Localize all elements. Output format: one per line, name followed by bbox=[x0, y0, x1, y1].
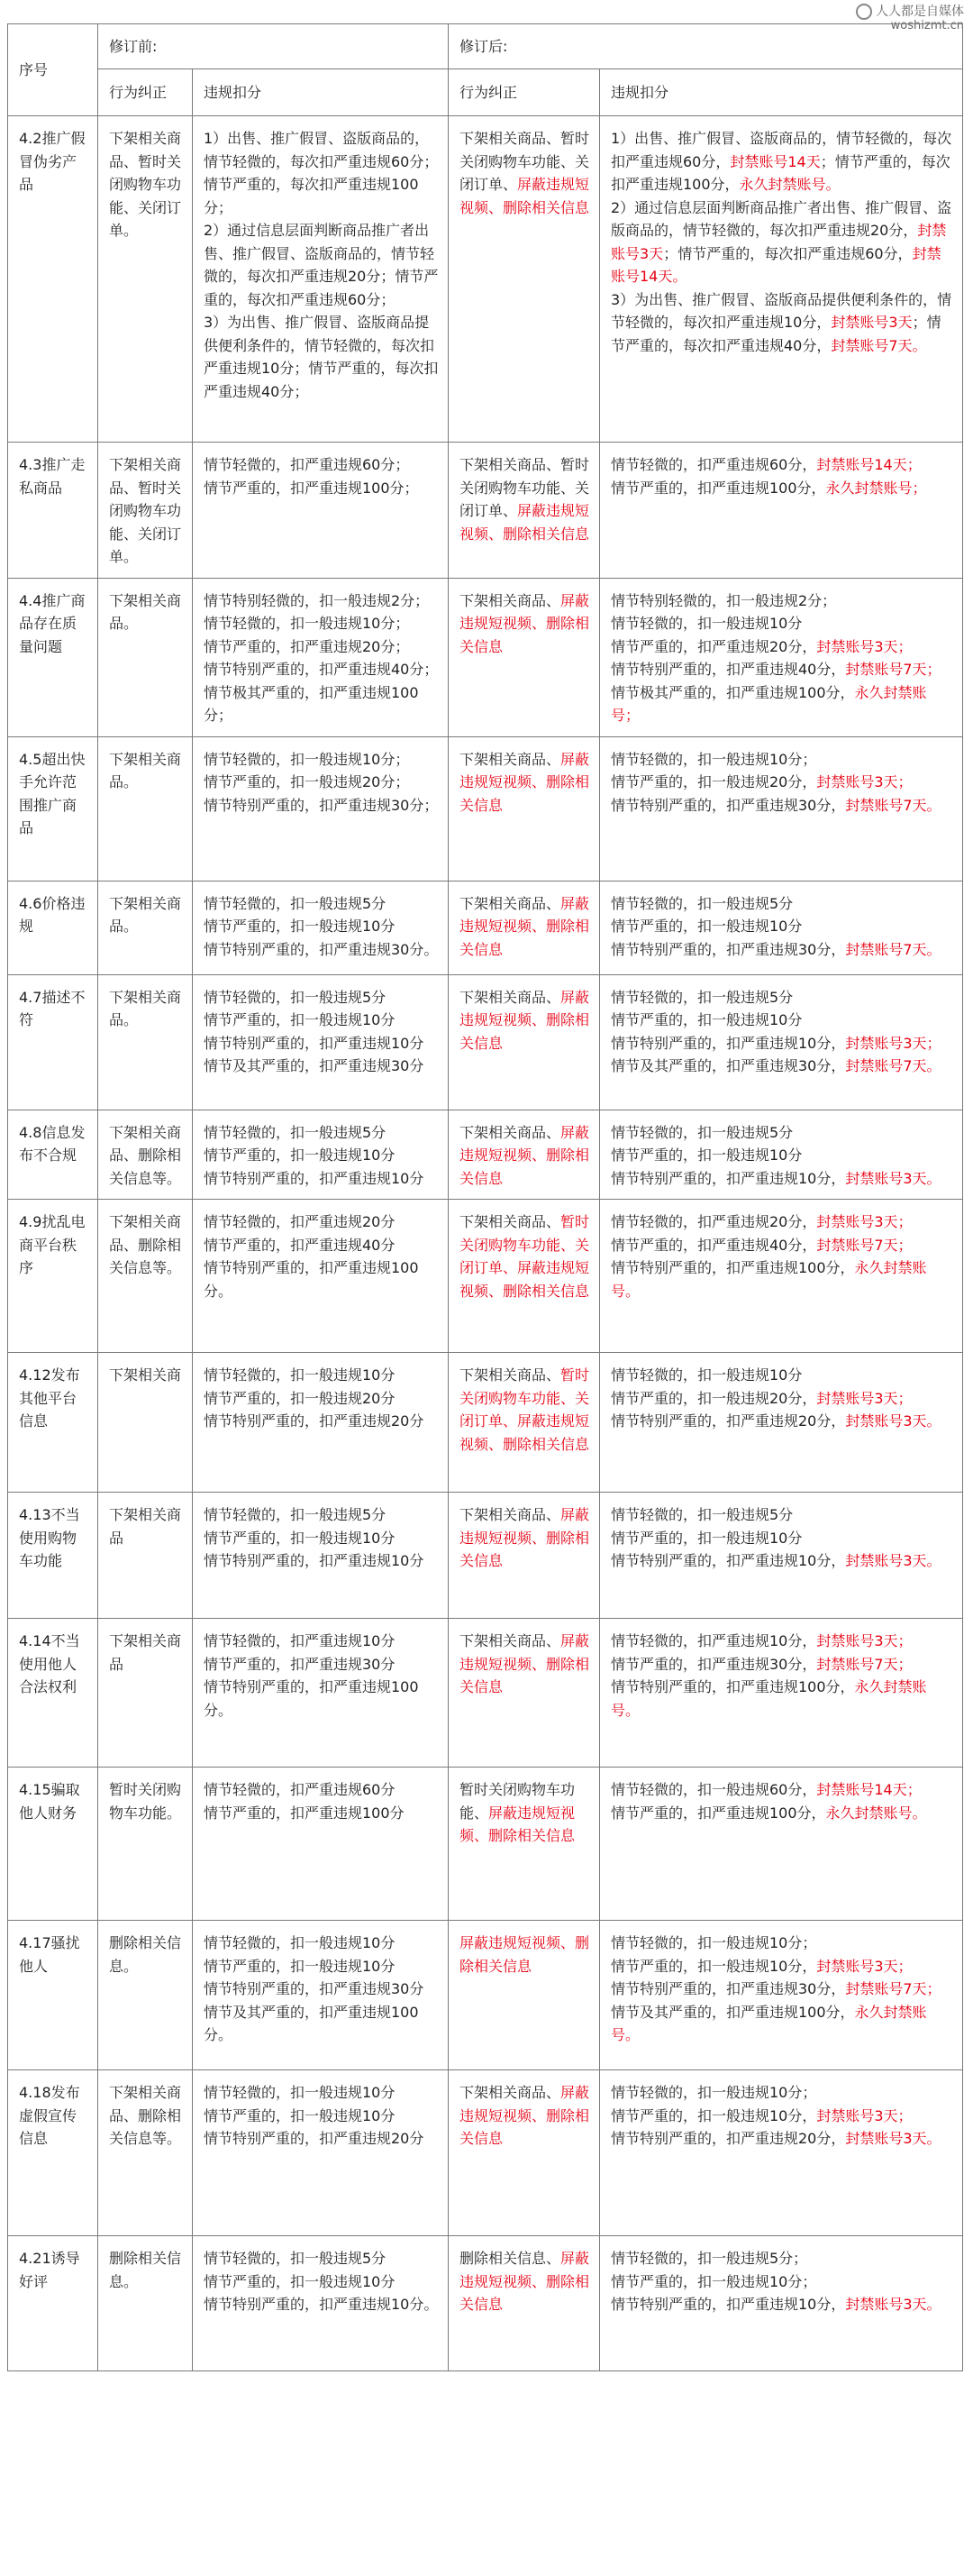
highlight-text: 封禁账号3天； bbox=[816, 1957, 913, 1975]
highlight-text: 屏蔽违规短视频、删除相关信息 bbox=[459, 2250, 590, 2313]
highlight-text: 屏蔽违规短视频、删除相关信息 bbox=[459, 988, 590, 1052]
cell-text: 情节极其严重的，扣严重违规100分， bbox=[611, 683, 855, 701]
cell-seq: 4.12发布其他平台信息 bbox=[8, 1353, 98, 1493]
cell-text: 情节轻微的，扣一般违规5分 bbox=[204, 2250, 386, 2267]
highlight-text: 封禁账号3天； bbox=[816, 773, 913, 790]
highlight-text: 封禁账号14天； bbox=[816, 456, 922, 473]
cell-text: 情节严重的，扣严重违规40分 bbox=[204, 1236, 396, 1254]
highlight-text: 永久封禁账号。 bbox=[825, 1804, 927, 1822]
cell-before-deduct bbox=[193, 443, 449, 579]
cell-text: 情节特别严重的，扣严重违规10分。 bbox=[204, 2296, 439, 2313]
highlight-text: 屏蔽违规短视频、删除相关信息 bbox=[459, 1804, 576, 1844]
cell-after-deduct bbox=[600, 1353, 963, 1493]
table-row bbox=[8, 1619, 963, 1768]
cell-text: 情节严重的，扣严重违规40分， bbox=[611, 1236, 817, 1254]
cell-text: 情节特别严重的，扣严重违规100分， bbox=[611, 1259, 855, 1276]
cell-text: 情节轻微的，扣一般违规10分 bbox=[611, 615, 803, 632]
highlight-text: 封禁账号7天； bbox=[816, 1236, 913, 1254]
highlight-text: 屏蔽违规短视频、删除相关信息 bbox=[459, 502, 590, 543]
cell-after-fix bbox=[449, 1493, 600, 1619]
highlight-text: 封禁账号14天； bbox=[816, 1781, 922, 1798]
highlight-text: 封禁账号7天； bbox=[816, 1655, 913, 1673]
cell-text: 情节特别严重的，扣严重违规10分， bbox=[611, 1552, 846, 1569]
cell-text: 下架相关商品、删除相关信息等。 bbox=[109, 1123, 182, 1187]
cell-text: 情节严重的，扣一般违规20分； bbox=[204, 773, 410, 790]
cell-text: 情节严重的，扣严重违规100分 bbox=[204, 1804, 405, 1822]
cell-after-deduct bbox=[600, 1110, 963, 1200]
cell-text: 情节严重的，扣一般违规10分 bbox=[611, 1146, 803, 1164]
cell-text: 情节轻微的，扣一般违规5分 bbox=[204, 1123, 386, 1141]
cell-text: 下架相关商品、 bbox=[459, 1123, 561, 1141]
header-before: 修订前: bbox=[98, 24, 449, 69]
cell-text: 情节轻微的，扣严重违规60分； bbox=[204, 456, 410, 473]
highlight-text: 屏蔽违规短视频、删除相关信息 bbox=[459, 1934, 590, 1975]
cell-text: 情节严重的，扣一般违规20分， bbox=[611, 1389, 817, 1407]
cell-text: 情节及其严重的，扣严重违规30分 bbox=[204, 1057, 424, 1074]
cell-text: 情节严重的，扣一般违规10分 bbox=[204, 1146, 396, 1164]
cell-text: 下架相关商品、删除相关信息等。 bbox=[109, 2084, 182, 2147]
cell-after-deduct bbox=[600, 2236, 963, 2371]
highlight-text: 屏蔽违规短视频、删除相关信息 bbox=[459, 176, 590, 216]
highlight-text: 屏蔽违规短视频、删除相关信息 bbox=[459, 591, 590, 655]
cell-before-fix bbox=[98, 1619, 193, 1768]
cell-text: 情节严重的，扣严重违规20分， bbox=[611, 637, 817, 655]
cell-text: 情节严重的，扣一般违规10分 bbox=[611, 1011, 803, 1028]
highlight-text: 屏蔽违规短视频、删除相关信息 bbox=[459, 1123, 590, 1187]
cell-before-fix bbox=[98, 881, 193, 974]
highlight-text: 永久封禁账号。 bbox=[611, 2003, 927, 2043]
cell-text: 情节轻微的，扣一般违规5分 bbox=[611, 894, 794, 912]
cell-after-fix bbox=[449, 1768, 600, 1921]
cell-text: 情节轻微的，扣一般违规5分 bbox=[611, 988, 794, 1006]
cell-after-fix bbox=[449, 974, 600, 1110]
cell-before-deduct bbox=[193, 2070, 449, 2236]
cell-before-deduct bbox=[193, 1493, 449, 1619]
cell-text: 3）为出售、推广假冒、盗版商品提供便利条件的，情节轻微的，每次扣严重违规10分， bbox=[611, 290, 952, 331]
cell-before-fix bbox=[98, 116, 193, 443]
cell-after-deduct bbox=[600, 736, 963, 881]
cell-before-fix bbox=[98, 1200, 193, 1353]
cell-text: 情节严重的，扣严重违规20分； bbox=[204, 637, 410, 655]
cell-after-fix bbox=[449, 2070, 600, 2236]
cell-text: 情节特别严重的，扣严重违规30分， bbox=[611, 940, 846, 958]
cell-text: 情节严重的，扣一般违规10分 bbox=[611, 918, 803, 935]
cell-before-deduct bbox=[193, 974, 449, 1110]
highlight-text: 封禁账号3天； bbox=[816, 2106, 913, 2124]
cell-before-deduct bbox=[193, 2236, 449, 2371]
highlight-text: 封禁账号7天。 bbox=[845, 940, 941, 958]
cell-text: 情节严重的，扣一般违规10分 bbox=[204, 1011, 396, 1028]
cell-text: ；情节严重的，每次扣严重违规100分， bbox=[611, 152, 950, 193]
cell-text: 下架相关商品、 bbox=[459, 2084, 561, 2101]
cell-seq: 4.21诱导好评 bbox=[8, 2236, 98, 2371]
cell-text: 情节严重的，扣一般违规10分 bbox=[611, 1529, 803, 1547]
cell-text: 情节特别严重的，扣严重违规10分 bbox=[204, 1552, 424, 1569]
cell-text: 情节特别轻微的，扣一般违规2分； bbox=[204, 591, 430, 609]
cell-text: 删除相关信息。 bbox=[109, 1934, 182, 1975]
highlight-text: 封禁账号3天； bbox=[816, 1213, 913, 1230]
cell-seq: 4.13不当使用购物车功能 bbox=[8, 1493, 98, 1619]
table-row bbox=[8, 2236, 963, 2371]
cell-text: 情节特别严重的，扣严重违规20分 bbox=[204, 1412, 424, 1430]
cell-before-fix bbox=[98, 736, 193, 881]
cell-text: 情节严重的，扣一般违规10分， bbox=[611, 1957, 817, 1975]
cell-text: 下架相关商品。 bbox=[109, 750, 182, 790]
cell-text: 1）出售、推广假冒、盗版商品的，情节轻微的，每次扣严重违规60分， bbox=[611, 130, 952, 170]
cell-seq: 4.3推广走私商品 bbox=[8, 443, 98, 579]
table-row bbox=[8, 578, 963, 736]
cell-after-fix bbox=[449, 1619, 600, 1768]
cell-text: 下架相关商品、 bbox=[459, 1213, 561, 1230]
cell-text: 情节特别严重的，扣严重违规10分， bbox=[611, 2296, 846, 2313]
cell-text: 情节特别严重的，扣严重违规100分， bbox=[611, 1678, 855, 1695]
cell-text: 1）出售、推广假冒、盗版商品的，情节轻微的，每次扣严重违规60分；情节严重的，每次扣严重违规100分； bbox=[204, 130, 439, 216]
highlight-text: 封禁账号7天； bbox=[845, 1980, 941, 1997]
cell-seq: 4.18发布虚假宣传信息 bbox=[8, 2070, 98, 2236]
cell-text: 情节及其严重的，扣严重违规100分， bbox=[611, 2003, 855, 2021]
cell-text: 情节特别严重的，扣严重违规20分 bbox=[204, 2130, 424, 2147]
cell-text: 情节轻微的，扣严重违规10分 bbox=[204, 1632, 396, 1649]
cell-after-deduct bbox=[600, 1921, 963, 2070]
cell-text: 情节严重的，扣严重违规30分 bbox=[204, 1655, 396, 1673]
cell-after-fix bbox=[449, 881, 600, 974]
cell-text: 情节及其严重的，扣严重违规30分， bbox=[611, 1057, 846, 1074]
mic-icon bbox=[856, 4, 872, 20]
header-after-deduct: 违规扣分 bbox=[600, 69, 963, 116]
table-row bbox=[8, 881, 963, 974]
header-after: 修订后: bbox=[449, 24, 963, 69]
cell-after-deduct bbox=[600, 116, 963, 443]
cell-after-deduct bbox=[600, 881, 963, 974]
cell-text: 情节严重的，扣一般违规10分； bbox=[611, 2272, 817, 2290]
cell-text: 下架相关商品、暂时关闭购物车功能、关闭订单。 bbox=[109, 456, 182, 565]
cell-text: 情节轻微的，扣一般违规10分 bbox=[204, 1934, 396, 1951]
cell-before-fix bbox=[98, 1768, 193, 1921]
cell-seq: 4.17骚扰他人 bbox=[8, 1921, 98, 2070]
cell-before-deduct bbox=[193, 1353, 449, 1493]
cell-text: 下架相关商品、 bbox=[459, 988, 561, 1006]
cell-text: 情节特别严重的，扣严重违规30分 bbox=[204, 1980, 424, 1997]
cell-text: 情节特别严重的，扣严重违规30分； bbox=[204, 796, 439, 814]
highlight-text: 暂时关闭购物车功能、关闭订单、屏蔽违规短视频、删除相关信息 bbox=[459, 1366, 590, 1453]
highlight-text: 永久封禁账号。 bbox=[739, 176, 841, 193]
cell-text: 情节轻微的，扣一般违规60分， bbox=[611, 1781, 817, 1798]
table-row bbox=[8, 1768, 963, 1921]
cell-text: 删除相关信息。 bbox=[109, 2250, 182, 2290]
cell-text: 下架相关商品。 bbox=[109, 894, 182, 935]
cell-text: 下架相关商品、 bbox=[459, 1506, 561, 1523]
cell-text: 情节特别严重的，扣严重违规40分， bbox=[611, 661, 846, 678]
cell-before-fix bbox=[98, 2070, 193, 2236]
cell-before-deduct bbox=[193, 1110, 449, 1200]
highlight-text: 封禁账号3天； bbox=[816, 637, 913, 655]
cell-after-fix bbox=[449, 578, 600, 736]
cell-after-deduct bbox=[600, 2070, 963, 2236]
cell-text: 下架相关商品。 bbox=[109, 988, 182, 1028]
cell-text: 情节特别严重的，扣严重违规20分， bbox=[611, 1412, 846, 1430]
cell-seq: 4.5超出快手允许范围推广商品 bbox=[8, 736, 98, 881]
cell-text: 情节轻微的，扣一般违规5分； bbox=[611, 2250, 808, 2267]
table-row bbox=[8, 1200, 963, 1353]
table-row bbox=[8, 736, 963, 881]
cell-text: 情节轻微的，扣严重违规20分， bbox=[611, 1213, 817, 1230]
highlight-text: 暂时关闭购物车功能、关闭订单、屏蔽违规短视频、删除相关信息 bbox=[459, 1213, 590, 1300]
cell-before-fix bbox=[98, 1493, 193, 1619]
cell-text: 情节轻微的，扣一般违规5分 bbox=[204, 894, 386, 912]
cell-after-fix bbox=[449, 1200, 600, 1353]
highlight-text: 永久封禁账号。 bbox=[611, 1259, 927, 1300]
highlight-text: 封禁账号3天； bbox=[845, 1034, 941, 1052]
cell-text: 情节严重的，扣一般违规10分 bbox=[204, 1529, 396, 1547]
cell-after-deduct bbox=[600, 1493, 963, 1619]
cell-text: 下架相关商品、删除相关信息等。 bbox=[109, 1213, 182, 1276]
header-before-deduct: 违规扣分 bbox=[193, 69, 449, 116]
cell-before-deduct bbox=[193, 881, 449, 974]
cell-text: 下架相关商品、暂时关闭购物车功能、关闭订单。 bbox=[109, 130, 182, 239]
highlight-text: 封禁账号7天。 bbox=[845, 1057, 941, 1074]
cell-text: ；情节严重的，每次扣严重违规60分， bbox=[663, 244, 913, 262]
cell-text: 情节特别严重的，扣严重违规40分； bbox=[204, 661, 439, 678]
watermark-name: 人人都是自媒体 bbox=[876, 5, 964, 19]
cell-before-fix bbox=[98, 974, 193, 1110]
cell-after-fix bbox=[449, 116, 600, 443]
header-seq: 序号 bbox=[8, 24, 98, 116]
highlight-text: 永久封禁账号。 bbox=[611, 1678, 927, 1719]
cell-text: 情节轻微的，扣严重违规20分 bbox=[204, 1213, 396, 1230]
cell-after-deduct bbox=[600, 443, 963, 579]
highlight-text: 封禁账号3天。 bbox=[845, 1552, 941, 1569]
cell-text: 下架相关商品、 bbox=[459, 1632, 561, 1649]
cell-before-fix bbox=[98, 578, 193, 736]
cell-text: 情节严重的，扣一般违规20分， bbox=[611, 773, 817, 790]
cell-text: 情节特别严重的，扣严重违规10分 bbox=[204, 1034, 424, 1052]
cell-before-fix bbox=[98, 1921, 193, 2070]
table-row bbox=[8, 116, 963, 443]
cell-text: 情节轻微的，扣一般违规5分 bbox=[611, 1506, 794, 1523]
cell-after-deduct bbox=[600, 1619, 963, 1768]
cell-text: 情节轻微的，扣一般违规5分 bbox=[611, 1123, 794, 1141]
cell-text: 情节严重的，扣一般违规10分， bbox=[611, 2106, 817, 2124]
cell-text: 下架相关商品、 bbox=[459, 750, 561, 768]
cell-text: 下架相关商 bbox=[109, 1366, 182, 1384]
highlight-text: 封禁账号14天 bbox=[730, 152, 821, 170]
cell-before-deduct bbox=[193, 736, 449, 881]
highlight-text: 封禁账号14天。 bbox=[611, 244, 941, 285]
cell-seq: 4.15骗取他人财务 bbox=[8, 1768, 98, 1921]
highlight-text: 封禁账号7天； bbox=[845, 661, 941, 678]
cell-text: 情节轻微的，扣严重违规60分， bbox=[611, 456, 817, 473]
cell-after-deduct bbox=[600, 578, 963, 736]
cell-before-fix bbox=[98, 1110, 193, 1200]
cell-before-fix bbox=[98, 2236, 193, 2371]
cell-text: ；情节严重的，每次扣严重违规40分， bbox=[611, 314, 941, 354]
cell-text: 情节轻微的，扣一般违规10分； bbox=[611, 750, 817, 768]
cell-text: 情节严重的，扣严重违规100分， bbox=[611, 479, 826, 497]
cell-text: 情节轻微的，扣严重违规60分 bbox=[204, 1781, 396, 1798]
highlight-text: 封禁账号3天。 bbox=[845, 2296, 941, 2313]
cell-after-deduct bbox=[600, 974, 963, 1110]
cell-after-deduct bbox=[600, 1768, 963, 1921]
cell-text: 删除相关信息、 bbox=[459, 2250, 561, 2267]
watermark-site: woshizmt.cn bbox=[890, 19, 964, 32]
cell-text: 下架相关商品 bbox=[109, 1632, 182, 1673]
cell-text: 情节严重的，扣严重违规100分， bbox=[611, 1804, 826, 1822]
cell-text: 暂时关闭购物车功能、 bbox=[459, 1781, 576, 1822]
table-row bbox=[8, 2070, 963, 2236]
cell-text: 情节特别严重的，扣严重违规10分 bbox=[204, 1169, 424, 1187]
cell-text: 下架相关商品、暂时关闭购物车功能、关闭订单、 bbox=[459, 456, 590, 519]
highlight-text: 屏蔽违规短视频、删除相关信息 bbox=[459, 894, 590, 958]
highlight-text: 封禁账号3天 bbox=[831, 314, 913, 331]
cell-text: 暂时关闭购物车功能。 bbox=[109, 1781, 182, 1822]
cell-text: 情节严重的，扣严重违规100分； bbox=[204, 479, 419, 497]
cell-text: 情节特别严重的，扣严重违规100分。 bbox=[204, 1678, 419, 1719]
cell-before-deduct bbox=[193, 1619, 449, 1768]
cell-after-fix bbox=[449, 1353, 600, 1493]
highlight-text: 封禁账号3天。 bbox=[845, 2130, 941, 2147]
cell-text: 情节严重的，扣一般违规10分 bbox=[204, 2106, 396, 2124]
table-row bbox=[8, 1921, 963, 2070]
cell-text: 情节特别严重的，扣严重违规100分。 bbox=[204, 1259, 419, 1300]
cell-seq: 4.6价格违规 bbox=[8, 881, 98, 974]
cell-text: 情节轻微的，扣一般违规10分； bbox=[204, 615, 410, 632]
cell-after-fix bbox=[449, 443, 600, 579]
table-row bbox=[8, 974, 963, 1110]
cell-text: 情节轻微的，扣一般违规10分； bbox=[611, 2084, 817, 2101]
cell-text: 情节及其严重的，扣严重违规100分。 bbox=[204, 2003, 419, 2043]
highlight-text: 封禁账号3天； bbox=[816, 1389, 913, 1407]
cell-text: 情节特别严重的，扣严重违规30分， bbox=[611, 1980, 846, 1997]
cell-seq: 4.2推广假冒伪劣产品 bbox=[8, 116, 98, 443]
cell-before-deduct bbox=[193, 1921, 449, 2070]
highlight-text: 封禁账号7天。 bbox=[831, 336, 927, 354]
cell-text: 情节轻微的，扣一般违规10分； bbox=[204, 750, 410, 768]
cell-text: 情节特别严重的，扣严重违规30分， bbox=[611, 796, 846, 814]
cell-text: 情节特别严重的，扣严重违规30分。 bbox=[204, 940, 439, 958]
cell-text: 2）通过信息层面判断商品推广者出售、推广假冒、盗版商品的，情节轻微的，每次扣严重违规20分， bbox=[611, 198, 952, 239]
revision-table bbox=[7, 23, 963, 2371]
cell-text: 情节极其严重的，扣严重违规100分； bbox=[204, 683, 419, 724]
cell-text: 情节特别严重的，扣严重违规10分， bbox=[611, 1169, 846, 1187]
header-before-fix: 行为纠正 bbox=[98, 69, 193, 116]
highlight-text: 屏蔽违规短视频、删除相关信息 bbox=[459, 1632, 590, 1695]
cell-text: 情节严重的，扣一般违规10分 bbox=[204, 918, 396, 935]
cell-after-fix bbox=[449, 1110, 600, 1200]
highlight-text: 永久封禁账号； bbox=[611, 683, 927, 724]
cell-before-deduct bbox=[193, 116, 449, 443]
cell-before-deduct bbox=[193, 1768, 449, 1921]
cell-before-fix bbox=[98, 1353, 193, 1493]
table-body bbox=[8, 116, 963, 2371]
cell-text: 情节特别严重的，扣严重违规10分， bbox=[611, 1034, 846, 1052]
table-row bbox=[8, 1353, 963, 1493]
cell-text: 情节轻微的，扣严重违规10分， bbox=[611, 1632, 817, 1649]
highlight-text: 封禁账号3天 bbox=[611, 222, 947, 262]
cell-seq: 4.4推广商品存在质量问题 bbox=[8, 578, 98, 736]
cell-after-fix bbox=[449, 1921, 600, 2070]
cell-seq: 4.14不当使用他人合法权利 bbox=[8, 1619, 98, 1768]
cell-after-fix bbox=[449, 736, 600, 881]
highlight-text: 封禁账号7天。 bbox=[845, 796, 941, 814]
highlight-text: 封禁账号3天。 bbox=[845, 1169, 941, 1187]
cell-seq: 4.9扰乱电商平台秩序 bbox=[8, 1200, 98, 1353]
highlight-text: 封禁账号3天； bbox=[816, 1632, 913, 1649]
cell-text: 下架相关商品、 bbox=[459, 894, 561, 912]
cell-text: 情节严重的，扣一般违规20分 bbox=[204, 1389, 396, 1407]
cell-text: 下架相关商品、 bbox=[459, 1366, 561, 1384]
cell-text: 情节轻微的，扣一般违规10分 bbox=[204, 2084, 396, 2101]
highlight-text: 封禁账号3天。 bbox=[845, 1412, 941, 1430]
cell-text: 情节轻微的，扣一般违规10分； bbox=[611, 1934, 817, 1951]
cell-text: 3）为出售、推广假冒、盗版商品提供便利条件的，情节轻微的，每次扣严重违规10分；情节严重的，每次扣严重违规40分； bbox=[204, 314, 439, 400]
highlight-text: 屏蔽违规短视频、删除相关信息 bbox=[459, 1506, 590, 1569]
cell-before-deduct bbox=[193, 578, 449, 736]
cell-text: 情节严重的，扣严重违规30分， bbox=[611, 1655, 817, 1673]
cell-text: 下架相关商品、暂时关闭购物车功能、关闭订单、 bbox=[459, 130, 590, 193]
table-row bbox=[8, 443, 963, 579]
cell-seq: 4.8信息发布不合规 bbox=[8, 1110, 98, 1200]
cell-text: 情节严重的，扣一般违规10分 bbox=[204, 1957, 396, 1975]
highlight-text: 屏蔽违规短视频、删除相关信息 bbox=[459, 2084, 590, 2147]
table-row bbox=[8, 1493, 963, 1619]
header-after-fix: 行为纠正 bbox=[449, 69, 600, 116]
cell-after-fix bbox=[449, 2236, 600, 2371]
cell-text: 情节轻微的，扣一般违规5分 bbox=[204, 988, 386, 1006]
cell-text: 情节轻微的，扣一般违规10分 bbox=[204, 1366, 396, 1384]
cell-after-deduct bbox=[600, 1200, 963, 1353]
cell-text: 情节特别轻微的，扣一般违规2分； bbox=[611, 591, 837, 609]
highlight-text: 永久封禁账号； bbox=[825, 479, 927, 497]
cell-before-fix bbox=[98, 443, 193, 579]
cell-text: 下架相关商品、 bbox=[459, 591, 561, 609]
cell-before-deduct bbox=[193, 1200, 449, 1353]
cell-text: 2）通过信息层面判断商品推广者出售、推广假冒、盗版商品的，情节轻微的，每次扣严重违规20分；情节严重的，每次扣严重违规60分； bbox=[204, 222, 439, 308]
table-row bbox=[8, 1110, 963, 1200]
cell-text: 情节特别严重的，扣严重违规20分， bbox=[611, 2130, 846, 2147]
cell-text: 情节轻微的，扣一般违规5分 bbox=[204, 1506, 386, 1523]
cell-seq: 4.7描述不符 bbox=[8, 974, 98, 1110]
cell-text: 情节严重的，扣一般违规10分 bbox=[204, 2272, 396, 2290]
cell-text: 下架相关商品 bbox=[109, 1506, 182, 1547]
cell-text: 下架相关商品。 bbox=[109, 591, 182, 632]
highlight-text: 屏蔽违规短视频、删除相关信息 bbox=[459, 750, 590, 814]
cell-text: 情节轻微的，扣一般违规10分 bbox=[611, 1366, 803, 1384]
